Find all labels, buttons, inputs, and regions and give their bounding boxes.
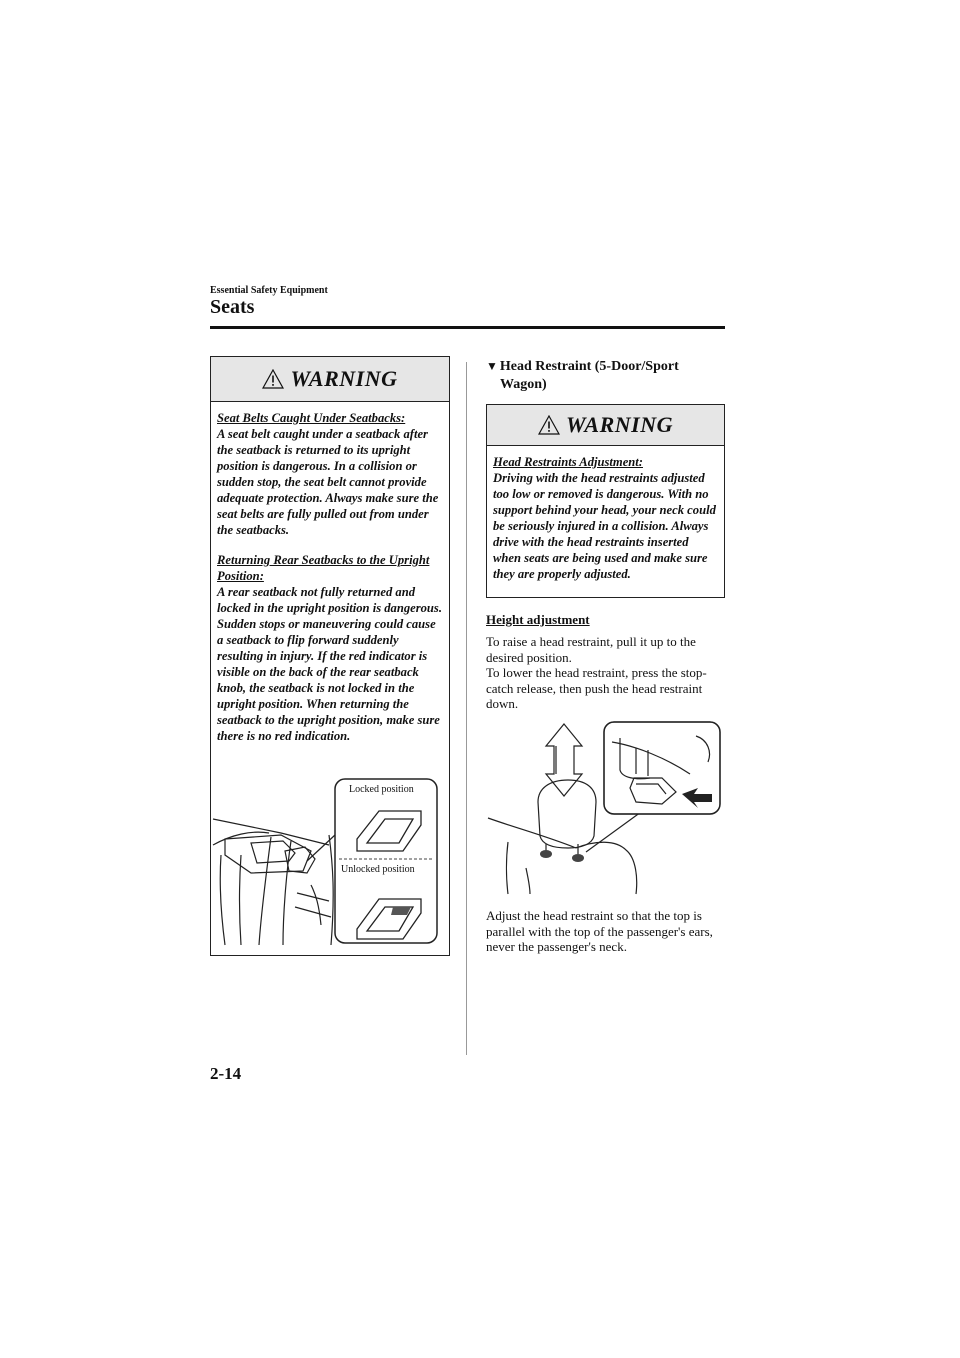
section-label: Essential Safety Equipment [210, 285, 328, 296]
unlocked-position-label: Unlocked position [341, 864, 415, 875]
head-restraint-heading: ▼ Head Restraint (5-Door/Sport Wagon) [486, 359, 679, 392]
warning-subheading: Head Restraints Adjustment: [493, 455, 643, 469]
title-rule [210, 326, 725, 329]
height-adjustment-heading: Height adjustment [486, 612, 590, 627]
section-triangle-icon: ▼ [486, 359, 498, 373]
head-restraint-warning-box [486, 404, 725, 598]
warning-triangle-icon [538, 415, 560, 435]
locked-position-label: Locked position [349, 784, 414, 795]
warning-title: WARNING [565, 412, 673, 437]
warning-subheading: Returning Rear Seatbacks to the Upright Position: [217, 553, 430, 583]
warning-text: A rear seatback not fully returned and locked in the upright position is dangerous. Sudden stops or maneuvering could cause a seatback to flip forward suddenly resulting in injury. If the red indicator is visible on the back of the rear seatback knob, the seatback is not locked in the upright position. When returning the seatback to the upright position, make sure there is no red indication. [217, 585, 442, 743]
adjust-head-restraint-text: Adjust the head restraint so that the top is parallel with the top of the passenger's ears, never the passenger's neck. [486, 908, 713, 954]
warning-title: WARNING [290, 366, 398, 391]
raise-lower-instructions: To raise a head restraint, pull it up to the desired position. To lower the head restraint, press the stop-catch release, then push the head restraint down. [486, 634, 707, 711]
seatback-warning-box [210, 356, 450, 956]
warning-subheading: Seat Belts Caught Under Seatbacks: [217, 411, 406, 425]
warning-text: Driving with the head restraints adjusted too low or removed is dangerous. With no support behind your head, your neck could be seriously injured in a collision. Always drive with the head restraints inserted when seats are being used and make sure they are properly adjusted. [493, 471, 716, 581]
warning-header [211, 357, 449, 402]
column-divider [466, 362, 467, 1055]
warning-text: A seat belt caught under a seatback after the seatback is returned to its upright position is dangerous. In a collision or sudden stop, the seat belt cannot provide adequate protection. Always make sure the seat belts are fully pulled out from under the seatbacks. [217, 427, 439, 537]
warning-body [487, 446, 724, 582]
warning-header [487, 405, 724, 446]
warning-body [211, 402, 449, 744]
warning-item [217, 410, 443, 538]
warning-triangle-icon [262, 369, 284, 389]
warning-item [217, 552, 443, 744]
page-title: Seats [210, 296, 255, 318]
head-restraint-illustration [486, 718, 726, 896]
page-number: 2-14 [210, 1064, 242, 1083]
